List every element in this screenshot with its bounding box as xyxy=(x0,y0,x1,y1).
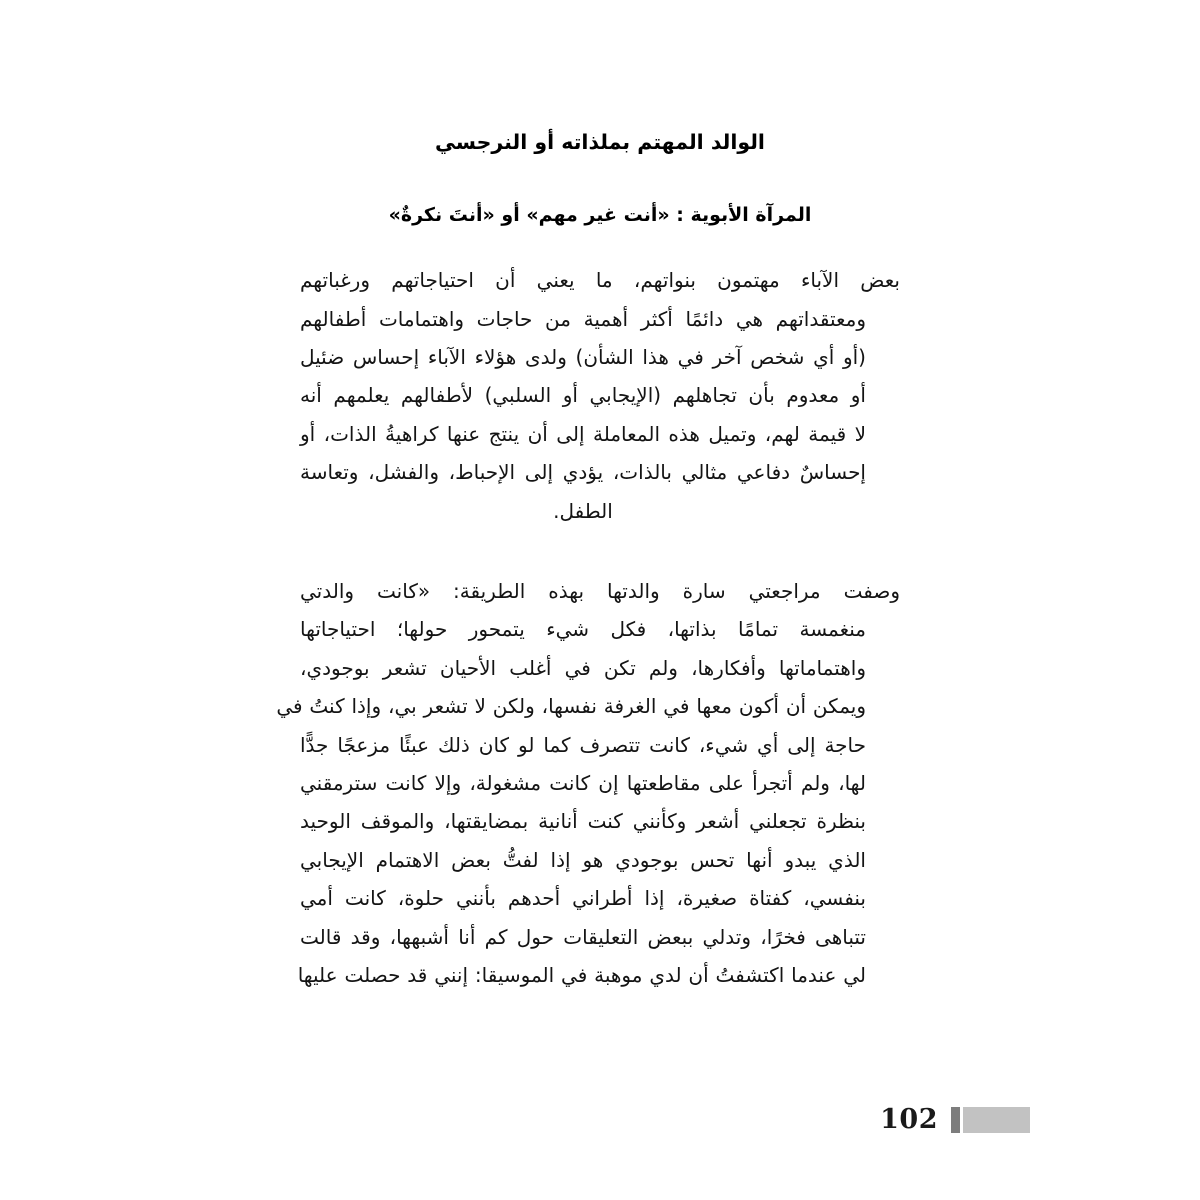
text-column xyxy=(276,128,900,994)
paragraph-line: لها، ولم أتجرأ على مقاطعتها إن كانت مشغولة، وإلا كانت سترمقني xyxy=(300,770,866,795)
footer-bar-dark-icon xyxy=(951,1107,960,1133)
paragraph-line: الذي يبدو أنها تحس بوجودي هو إذا لفتُّ بعض الاهتمام الإيجابي xyxy=(300,847,866,872)
paragraph-line: أو معدوم بأن تجاهلهم (الإيجابي أو السلبي) لأطفالهم يعلمهم أنه xyxy=(300,383,866,408)
paragraph-line: بنظرة تجعلني أشعر وكأنني كنت أنانية بمضايقتها، والموقف الوحيد xyxy=(300,809,866,834)
chapter-heading: الوالد المهتم بملذاته أو النرجسي xyxy=(435,130,765,154)
paragraph-line: بعض الآباء مهتمون بنواتهم، ما يعني أن احتياجاتهم ورغباتهم xyxy=(300,268,900,293)
paragraph-line: ومعتقداتهم هي دائمًا أكثر أهمية من حاجات واهتمامات أطفالهم xyxy=(300,306,866,331)
section-heading: المرآة الأبوية : «أنت غير مهم» أو «أنتَ نكرةٌ» xyxy=(388,203,812,226)
footer-inner xyxy=(880,1106,1030,1133)
body-paragraph-1 xyxy=(300,261,900,530)
paragraph-line: لا قيمة لهم، وتميل هذه المعاملة إلى أن ينتج عنها كراهيةُ الذات، أو xyxy=(300,421,866,446)
paragraph-line: ويمكن أن أكون معها في الغرفة نفسها، ولكن لا تشعر بي، وإذا كنتُ في xyxy=(276,694,866,719)
page-footer xyxy=(0,1106,1200,1166)
paragraph-line: لي عندما اكتشفتُ أن لدي موهبة في الموسيقا: إنني قد حصلت عليها xyxy=(297,962,866,987)
paragraph-spacer xyxy=(300,530,900,572)
paragraph-line: بنفسي، كفتاة صغيرة، إذا أطراني أحدهم بأنني حلوة، كانت أمي xyxy=(300,886,866,911)
paragraph-line: واهتماماتها وأفكارها، ولم تكن في أغلب الأحيان تشعر بوجودي، xyxy=(300,655,866,680)
page-number: 102 xyxy=(880,1104,938,1135)
body-paragraph-2 xyxy=(276,572,900,994)
paragraph-line: (أو أي شخص آخر في هذا الشأن) ولدى هؤلاء الآباء إحساس ضئيل xyxy=(300,345,866,370)
paragraph-line: إحساسٌ دفاعي مثالي بالذات، يؤدي إلى الإحباط، والفشل، وتعاسة xyxy=(300,460,866,485)
footer-decoration xyxy=(951,1107,1030,1133)
footer-bar-light-icon xyxy=(963,1107,1030,1133)
paragraph-line: حاجة إلى أي شيء، كانت تتصرف كما لو كان ذلك عبئًا مزعجًا جدًّا xyxy=(300,732,866,757)
paragraph-line: الطفل. xyxy=(553,498,613,523)
paragraph-line: وصفت مراجعتي سارة والدتها بهذه الطريقة: «كانت والدتي xyxy=(300,579,900,603)
paragraph-line: منغمسة تمامًا بذاتها، فكل شيء يتمحور حولها؛ احتياجاتها xyxy=(300,617,866,642)
paragraph-line: تتباهى فخرًا، وتدلي ببعض التعليقات حول كم أنا أشبهها، وقد قالت xyxy=(300,924,866,949)
